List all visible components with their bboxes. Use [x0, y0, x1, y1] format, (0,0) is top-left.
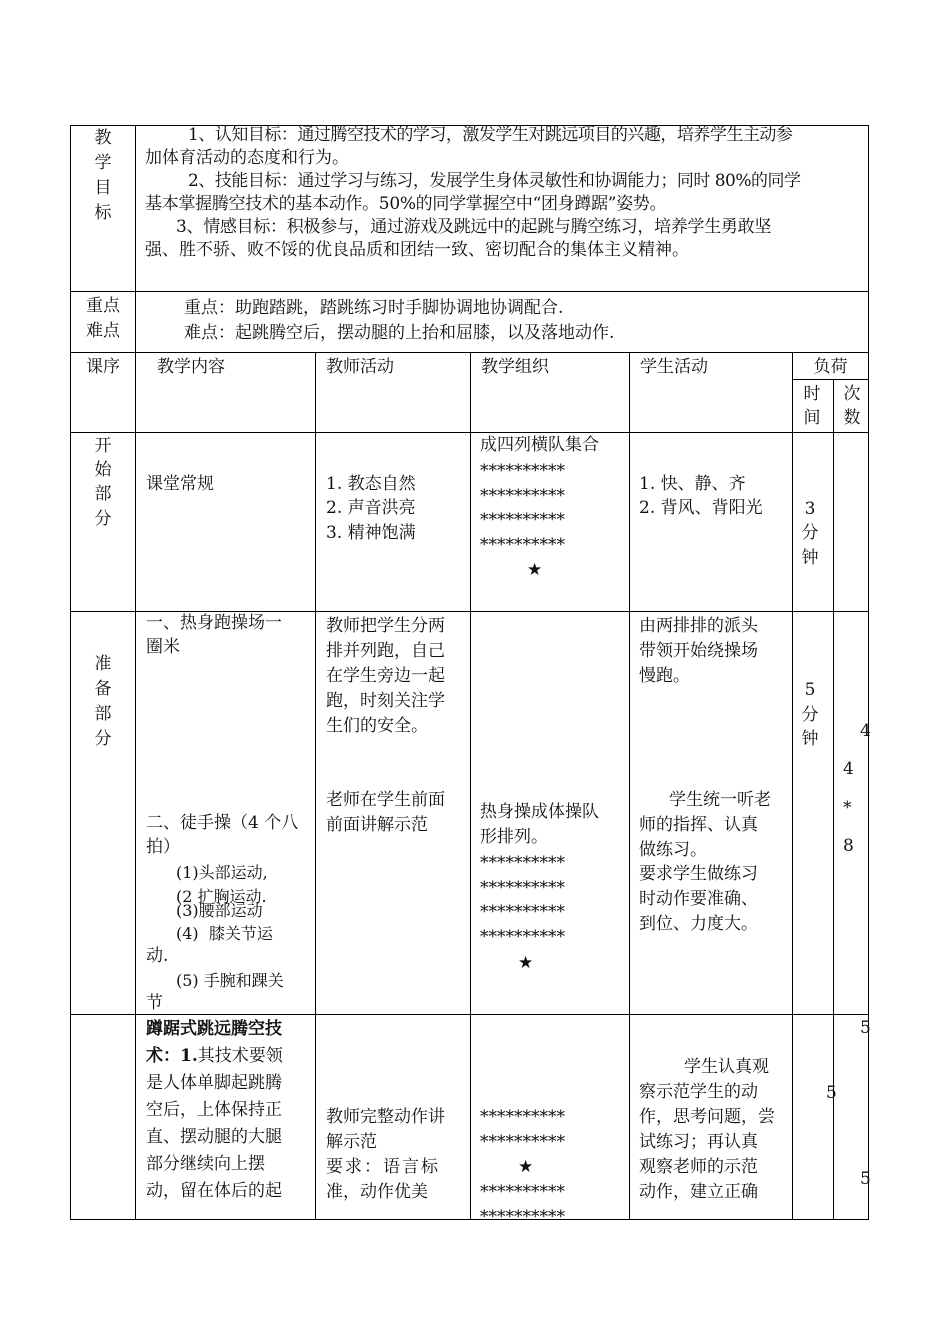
prep-student-b-4: 要求学生做练习 [639, 864, 758, 884]
header-teacher: 教师活动 [326, 357, 394, 377]
table-border-right [868, 125, 869, 1220]
prep-org-row-2: ********** [480, 878, 565, 898]
prep-student-b-3: 做练习。 [639, 840, 707, 860]
prep-student-a-3: 慢跑。 [639, 666, 690, 686]
objectives-label-3: 目 [94, 178, 112, 198]
prep-teacher-a-2: 排并列跑，自己 [326, 641, 445, 661]
start-teacher-star: ★ [527, 560, 543, 580]
tech-org-row-2: ********** [480, 1132, 565, 1152]
prep-teacher-b-1: 老师在学生前面 [326, 790, 445, 810]
tech-content-6: 部分继续向上摆 [146, 1154, 265, 1174]
prep-content-a-1: 一、热身跑操场一 [146, 613, 282, 633]
prep-org-row-1: ********** [480, 853, 565, 873]
objective-skill-line2: 基本掌握腾空技术的基本动作。50%的同学掌握空中“团身蹲踞”姿势。 [145, 194, 667, 214]
prep-content-b-9: 节 [146, 993, 163, 1013]
tech-teacher-2: 解示范 [326, 1132, 377, 1152]
start-label-4: 分 [94, 509, 112, 529]
start-time-1: 3 [804, 499, 816, 519]
tech-org-row-4: ********** [480, 1207, 565, 1227]
header-count-1: 次 [843, 384, 861, 404]
objectives-label-1: 教 [94, 128, 112, 148]
tech-content-title-1: 蹲踞式跳远腾空技 [146, 1019, 282, 1039]
col-divider-student [792, 352, 793, 1220]
col-divider-label [135, 125, 136, 1220]
difficult-point-text: 难点：起跳腾空后，摆动腿的上抬和屈膝，以及落地动作. [184, 323, 615, 343]
prep-time-3: 钟 [801, 729, 819, 749]
header-content: 教学内容 [157, 357, 225, 377]
objective-emotion-line1: 3、情感目标：积极参与，通过游戏及跳远中的起跳与腾空练习，培养学生勇敢坚 [176, 217, 772, 237]
tech-time-edge: 5 [826, 1083, 837, 1103]
tech-count-top: 5 [860, 1018, 871, 1038]
tech-student-4: 试练习；再认真 [639, 1132, 758, 1152]
table-border-left [70, 125, 71, 1220]
tech-content-4: 空后，上体保持正 [146, 1100, 282, 1120]
objective-cognitive-line1: 1、认知目标：通过腾空技术的学习，激发学生对跳远项目的兴趣，培养学生主动参 [188, 125, 793, 145]
tech-content-5: 直、摆动腿的大腿 [146, 1127, 282, 1147]
header-organization: 教学组织 [481, 357, 549, 377]
start-org-title: 成四列横队集合 [480, 435, 599, 455]
prep-org-row-3: ********** [480, 902, 565, 922]
prep-time-1: 5 [804, 680, 816, 700]
prep-count-3: 8 [843, 836, 854, 856]
objectives-label-4: 标 [94, 203, 112, 223]
header-count-2: 数 [843, 408, 861, 428]
start-teacher-3: 3. 精神饱满 [326, 523, 416, 543]
start-teacher-2: 2. 声音洪亮 [326, 498, 416, 518]
prep-student-b-6: 到位、力度大。 [639, 914, 758, 934]
tech-teacher-star: ★ [518, 1157, 534, 1177]
prep-label-2: 备 [94, 679, 112, 699]
start-label-2: 始 [94, 460, 112, 480]
prep-label-1: 准 [94, 654, 112, 674]
tech-teacher-1: 教师完整动作讲 [326, 1107, 445, 1127]
prep-teacher-a-5: 生们的安全。 [326, 716, 428, 736]
tech-student-3: 作，思考问题，尝 [639, 1107, 775, 1127]
start-student-1: 1. 快、静、齐 [639, 474, 746, 494]
prep-content-b-3: (1)头部运动, [176, 863, 268, 882]
start-student-2: 2. 背风、背阳光 [639, 498, 763, 518]
keypoints-label-1: 重点 [86, 296, 120, 316]
tech-student-6: 动作，建立正确 [639, 1182, 758, 1202]
start-time-3: 钟 [801, 548, 819, 568]
prep-content-b-5: (3)腰部运动 [176, 901, 263, 920]
start-label-3: 部 [94, 484, 112, 504]
prep-student-b-2: 师的指挥、认真 [639, 815, 758, 835]
prep-teacher-a-1: 教师把学生分两 [326, 616, 445, 636]
keypoints-label-2: 难点 [86, 321, 120, 341]
header-student: 学生活动 [640, 357, 708, 377]
tech-count-bottom: 5 [860, 1169, 871, 1189]
start-org-row-2: ********** [480, 486, 565, 506]
prep-org-row-4: ********** [480, 927, 565, 947]
prep-teacher-a-3: 在学生旁边一起 [326, 666, 445, 686]
prep-content-b-6: (4) 膝关节运 [176, 924, 273, 943]
prep-teacher-star: ★ [518, 953, 534, 973]
header-course: 课序 [86, 357, 120, 377]
prep-org-2: 形排列。 [480, 827, 548, 847]
col-divider-content [315, 352, 316, 1220]
start-org-row-3: ********** [480, 510, 565, 530]
prep-count-edge: 4 [860, 721, 871, 741]
objective-emotion-line2: 强、胜不骄、败不馁的优良品质和团结一致、密切配合的集体主义精神。 [145, 240, 689, 260]
objective-cognitive-line2: 加体育活动的态度和行为。 [145, 148, 349, 168]
prep-student-a-1: 由两排排的派头 [639, 616, 758, 636]
prep-student-b-1: 学生统一听老 [669, 790, 771, 810]
prep-time-2: 分 [801, 705, 819, 725]
header-time-1: 时 [803, 384, 821, 404]
prep-label-3: 部 [94, 704, 112, 724]
start-time-2: 分 [801, 523, 819, 543]
start-org-row-1: ********** [480, 461, 565, 481]
prep-org-1: 热身操成体操队 [480, 802, 599, 822]
prep-count-2: * [843, 798, 852, 818]
key-point-text: 重点：助跑踏跳，踏跳练习时手脚协调地协调配合. [184, 298, 564, 318]
prep-content-b-7: 动. [146, 946, 169, 966]
prep-teacher-a-4: 跑，时刻关注学 [326, 691, 445, 711]
tech-content-3: 是人体单脚起跳腾 [146, 1073, 282, 1093]
tech-content-line-2 [146, 1044, 283, 1069]
col-divider-organization [629, 352, 630, 1220]
tech-content-7: 动，留在体后的起 [146, 1181, 282, 1201]
start-org-row-4: ********** [480, 535, 565, 555]
row-divider-keypoints [70, 291, 869, 292]
start-content: 课堂常规 [146, 474, 214, 494]
prep-teacher-b-2: 前面讲解示范 [326, 815, 428, 835]
prep-count-1: 4 [843, 759, 854, 779]
prep-content-b-4: (2 扩胸运动. [176, 887, 267, 906]
objective-skill-line1: 2、技能目标：通过学习与练习，发展学生身体灵敏性和协调能力；同时 80%的同学 [188, 171, 801, 191]
tech-org-row-1: ********** [480, 1107, 565, 1127]
start-label-1: 开 [94, 436, 112, 456]
tech-org-row-3: ********** [480, 1182, 565, 1202]
prep-student-a-2: 带领开始绕操场 [639, 641, 758, 661]
prep-content-b-8: (5) 手腕和踝关 [176, 971, 284, 990]
prep-content-a-2: 圈米 [146, 637, 180, 657]
tech-student-5: 观察老师的示范 [639, 1157, 758, 1177]
col-divider-teacher [470, 352, 471, 1220]
header-load: 负荷 [813, 357, 848, 377]
tech-teacher-4: 准，动作优美 [326, 1182, 428, 1202]
prep-student-b-5: 时动作要准确、 [639, 889, 758, 909]
tech-student-1: 学生认真观 [684, 1057, 769, 1077]
tech-content-title-2: 术：1. [146, 1046, 198, 1066]
start-teacher-1: 1. 教态自然 [326, 474, 416, 494]
prep-label-4: 分 [94, 729, 112, 749]
prep-content-b-2: 拍） [146, 837, 180, 857]
prep-content-b-1: 二、徒手操（4 个八 [146, 813, 299, 833]
tech-student-2: 察示范学生的动 [639, 1082, 758, 1102]
tech-teacher-3: 要求：语言标 [326, 1157, 440, 1177]
objectives-label-2: 学 [94, 153, 112, 173]
header-time-2: 间 [803, 408, 821, 428]
tech-content-rest-2: 其技术要领 [197, 1046, 283, 1066]
